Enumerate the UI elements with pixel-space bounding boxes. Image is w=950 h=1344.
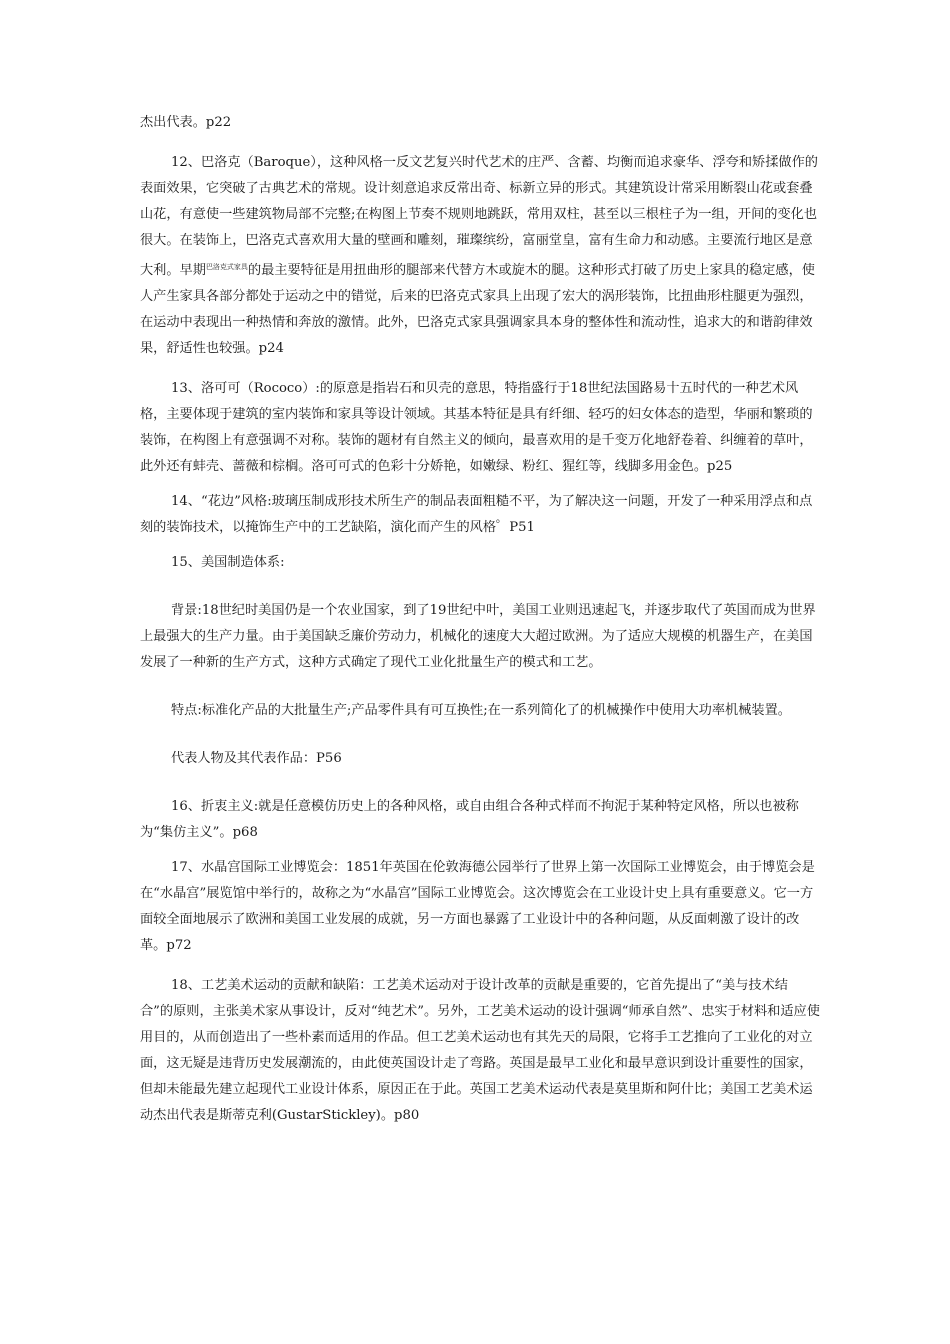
paragraph-american-system-background: 背景:18世纪时美国仍是一个农业国家，到了19世纪中叶，美国工业则迅速起飞，并逐步取代了英国而成为世界上最强大的生产力量。由于美国缺乏廉价劳动力，机械化的速度大大超过欧洲。为了适应大规模的机器生产，在美国发展了一种新的生产方式，这种方式确定了现代工业化批量生产的模式和工艺。 <box>140 603 816 670</box>
document-page <box>140 110 820 1129</box>
baroque-text: 12、巴洛克（Baroque），这种风格一反文艺复兴时代艺术的庄严、含蓄、均衡而追求豪华、浮夸和矫揉做作的表面效果，它突破了古典艺术的常规。设计刻意追求反常出奇、标新立异的形式。其建筑设计常采用断裂山花或套叠山花，有意使一些建筑物局部不完整;在构图上节奏不规则地跳跃，常用双柱，甚至以三根柱子为一组，开间的变化也很大。在装饰上，巴洛克式喜欢用大量的壁画和雕刻，璀璨缤纷，富丽堂皇，富有生命力和动感。主要流行地区是意大利。早期 <box>140 155 818 278</box>
baroque-furniture-small-text: 巴洛克式家具 <box>205 263 248 271</box>
paragraph-baroque <box>140 150 820 362</box>
paragraph-p22-tail: 杰出代表。p22 <box>140 115 232 130</box>
paragraph-crystal-palace: 17、水晶宫国际工业博览会：1851年英国在伦敦海德公园举行了世界上第一次国际工业博览会，由于博览会是在“水晶宫”展览馆中举行的，故称之为“水晶宫”国际工业博览会。这次博览会在工业设计史上具有重要意义。它一方面较全面地展示了欧洲和美国工业发展的成就，另一方面也暴露了工业设计中的各种问题，从反面刺激了设计的改革。p72 <box>140 860 815 953</box>
paragraph-american-system-representatives: 代表人物及其代表作品：P56 <box>171 751 342 766</box>
baroque-text-rest: 的最主要特征是用扭曲形的腿部来代替方木或旋木的腿。这种形式打破了历史上家具的稳定感，使人产生家具各部分都处于运动之中的错觉，后来的巴洛克式家具上出现了宏大的涡形装饰，比扭曲形柱腿更为强烈，在运动中表现出一种热情和奔放的激情。此外，巴洛克式家具强调家具本身的整体性和流动性，追求大的和谐韵律效果，舒适性也较强。p24 <box>140 263 815 356</box>
paragraph-eclecticism: 16、折衷主义:就是任意模仿历史上的各种风格，或自由组合各种式样而不拘泥于某种特定风格，所以也被称为“集仿主义”。p68 <box>140 799 799 840</box>
paragraph-rococo: 13、洛可可（Rococo）:的原意是指岩石和贝壳的意思，特指盛行于18世纪法国路易十五时代的一种艺术风格，主要体现于建筑的室内装饰和家具等设计领域。其基本特征是具有纤细、轻巧的妇女体态的造型，华丽和繁琐的装饰，在构图上有意强调不对称。装饰的题材有自然主义的倾向，最喜欢用的是千变万化地舒卷着、纠缠着的草叶，此外还有蚌壳、蔷薇和棕榈。洛可可式的色彩十分娇艳，如嫩绿、粉红、猩红等，线脚多用金色。p25 <box>140 381 813 474</box>
paragraph-lace-style: 14、“花边”风格:玻璃压制成形技术所生产的制品表面粗糙不平，为了解决这一问题，开发了一种采用浮点和点刻的装饰技术，以掩饰生产中的工艺缺陷，演化而产生的风格゜P51 <box>140 494 813 535</box>
paragraph-american-system-heading: 15、美国制造体系: <box>171 555 285 570</box>
paragraph-american-system-features: 特点:标准化产品的大批量生产;产品零件具有可互换性;在一系列简化了的机械操作中使用大功率机械装置。 <box>171 703 791 718</box>
paragraph-arts-and-crafts: 18、工艺美术运动的贡献和缺陷：工艺美术运动对于设计改革的贡献是重要的，它首先提出了“美与技术结合”的原则，主张美术家从事设计，反对“纯艺术”。另外，工艺美术运动的设计强调“师承自然”、忠实于材料和适应使用目的，从而创造出了一些朴素而适用的作品。但工艺美术运动也有其先天的局限，它将手工艺推向了工业化的对立面，这无疑是违背历史发展潮流的，由此使英国设计走了弯路。英国是最早工业化和最早意识到设计重要性的国家，但却未能最先建立起现代工业设计体系，原因正在于此。英国工艺美术运动代表是莫里斯和阿什比；美国工艺美术运动杰出代表是斯蒂克利(GustarStickley)。p80 <box>140 978 820 1123</box>
